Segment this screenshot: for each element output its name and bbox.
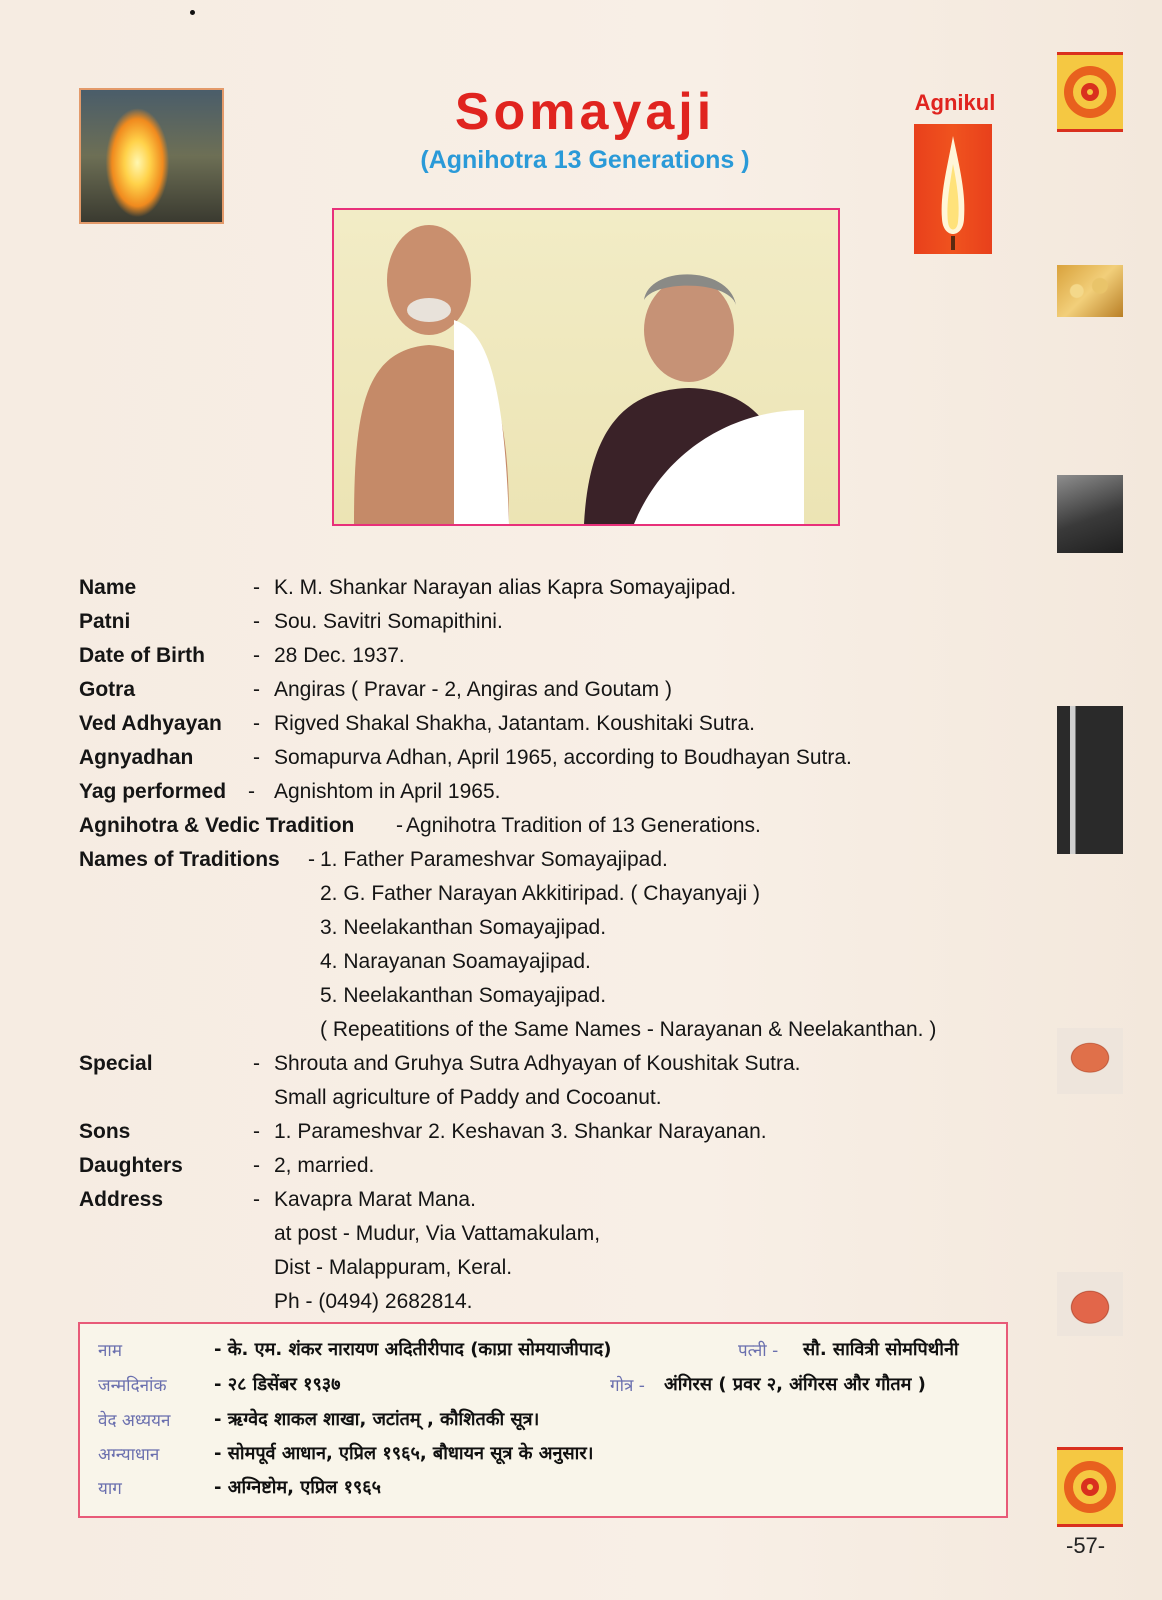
agnikul-label: Agnikul [914, 90, 996, 115]
separator: - [253, 712, 260, 735]
sons-value: 1. Parameshvar 2. Keshavan 3. Shankar Narayanan. [274, 1120, 767, 1143]
hindi-naam-value: - के. एम. शंकर नारायण अदितीरीपाद (काप्रा सोमयाजीपाद) [214, 1339, 612, 1360]
hindi-agnyadhan-label: अग्न्याधान [98, 1445, 160, 1465]
name-label: Name [79, 576, 137, 599]
special-label: Special [79, 1052, 153, 1075]
separator: - [253, 610, 260, 633]
hindi-patni-value: सौ. सावित्री सोमपिथीनी [803, 1339, 959, 1360]
flame-icon [914, 124, 992, 254]
fire-ritual-photo [79, 88, 224, 224]
gotra-value: Angiras ( Pravar - 2, Angiras and Goutam ) [274, 678, 673, 701]
special-line: Small agriculture of Paddy and Cocoanut. [274, 1086, 662, 1109]
hindi-patni-label: पत्नी - [738, 1341, 779, 1361]
daughters-label: Daughters [79, 1154, 183, 1177]
hindi-gotra-label: गोत्र - [610, 1376, 645, 1396]
gotra-label: Gotra [79, 678, 136, 701]
hindi-agnyadhan-value: - सोमपूर्व आधान, एप्रिल १९६५, बौधायन सूत्र के अनुसार। [214, 1443, 594, 1464]
address-line: Kavapra Marat Mana. [274, 1188, 476, 1211]
address-line: Dist - Malappuram, Keral. [274, 1256, 513, 1279]
separator: - [253, 1188, 260, 1211]
wheel-ornament-icon [1057, 52, 1123, 132]
address-line: Ph - (0494) 2682814. [274, 1290, 473, 1313]
daughters-value: 2, married. [274, 1154, 375, 1177]
tradition-item: 5. Neelakanthan Somayajipad. [320, 984, 607, 1007]
hindi-yag-label: याग [98, 1479, 122, 1499]
stray-dot [190, 10, 195, 15]
clay-pot-photo [1057, 1272, 1123, 1336]
seeds-photo [1057, 265, 1123, 317]
tradition-note: ( Repeatitions of the Same Names - Narayanan & Neelakanthan. ) [320, 1018, 937, 1041]
tradition-label: Agnihotra & Vedic Tradition [79, 814, 355, 837]
yag-label: Yag performed [79, 780, 227, 803]
dob-value: 28 Dec. 1937. [274, 644, 405, 667]
separator: - [253, 746, 260, 769]
traditions-names-label: Names of Traditions [79, 848, 280, 871]
separator: - [308, 848, 315, 871]
hindi-ved-label: वेद अध्ययन [98, 1411, 171, 1431]
tradition-value: Agnihotra Tradition of 13 Generations. [406, 814, 761, 837]
hindi-janm-label: जन्मदिनांक [98, 1376, 167, 1396]
address-label: Address [79, 1188, 164, 1211]
agnyadhan-value: Somapurva Adhan, April 1965, according to Boudhayan Sutra. [274, 746, 852, 769]
separator: - [396, 814, 403, 837]
ritual-tools-photo [1057, 706, 1123, 854]
tradition-item: 4. Narayanan Soamayajipad. [320, 950, 591, 973]
separator: - [253, 576, 260, 599]
address-line: at post - Mudur, Via Vattamakulam, [274, 1222, 601, 1245]
ved-label: Ved Adhyayan [79, 712, 222, 735]
page-number: -57- [1066, 1533, 1106, 1558]
tradition-item: 3. Neelakanthan Somayajipad. [320, 916, 607, 939]
hindi-summary-box [78, 1322, 1008, 1518]
ved-value: Rigved Shakal Shakha, Jatantam. Koushitaki Sutra. [274, 712, 755, 735]
clay-pot-photo [1057, 1028, 1123, 1094]
patni-value: Sou. Savitri Somapithini. [274, 610, 503, 633]
hindi-ved-value: - ऋग्वेद शाकल शाखा, जटांतम् , कौशितकी सूत्र। [214, 1409, 540, 1430]
special-line: Shrouta and Gruhya Sutra Adhyayan of Koushitak Sutra. [274, 1052, 801, 1075]
couple-photo [332, 208, 840, 526]
page-subtitle: (Agnihotra 13 Generations ) [420, 146, 750, 174]
sons-label: Sons [79, 1120, 131, 1143]
name-value: K. M. Shankar Narayan alias Kapra Somayajipad. [274, 576, 737, 599]
agnyadhan-label: Agnyadhan [79, 746, 194, 769]
page-title: Somayaji [454, 83, 716, 141]
separator: - [248, 780, 255, 803]
tradition-item: 1. Father Parameshvar Somayajipad. [320, 848, 668, 871]
patni-label: Patni [79, 610, 131, 633]
hindi-gotra-value: अंगिरस ( प्रवर २, अंगिरस और गौतम ) [664, 1374, 926, 1395]
separator: - [253, 644, 260, 667]
separator: - [253, 1154, 260, 1177]
ladle-photo [1057, 475, 1123, 553]
separator: - [253, 1052, 260, 1075]
wheel-ornament-icon [1057, 1447, 1123, 1527]
hindi-yag-value: - अग्निष्टोम, एप्रिल १९६५ [214, 1477, 382, 1498]
hindi-naam-label: नाम [98, 1341, 123, 1361]
separator: - [253, 1120, 260, 1143]
hindi-janm-value: - २८ डिसेंबर १९३७ [214, 1374, 341, 1395]
yag-value: Agnishtom in April 1965. [274, 780, 501, 803]
dob-label: Date of Birth [79, 644, 205, 667]
separator: - [253, 678, 260, 701]
tradition-item: 2. G. Father Narayan Akkitiripad. ( Chayanyaji ) [320, 882, 761, 905]
